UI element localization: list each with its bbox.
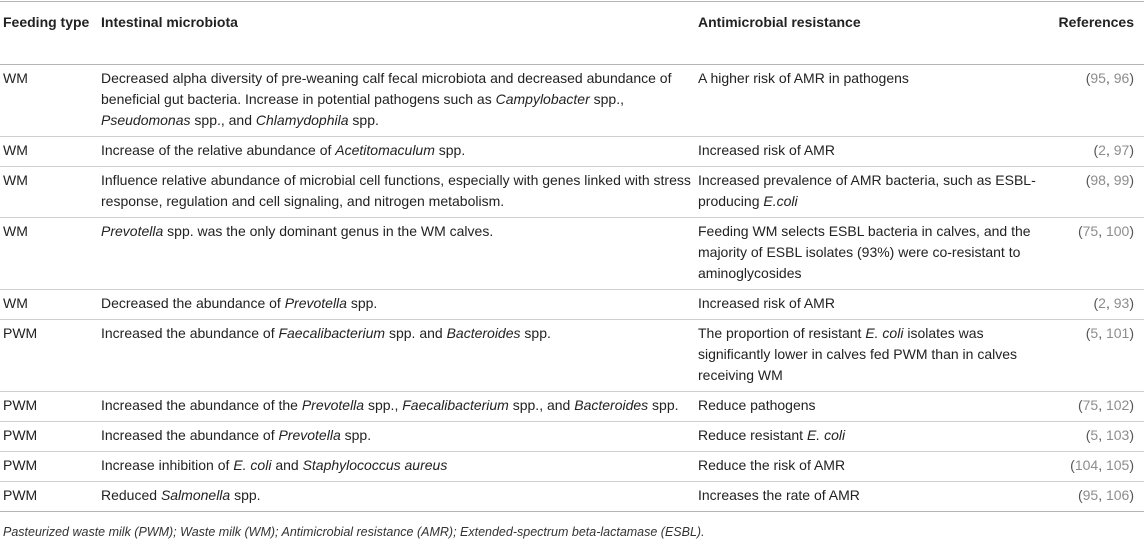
table-row <box>0 290 1144 320</box>
header-intestinal-microbiota: Intestinal microbiota <box>101 14 238 30</box>
microbiota-italic-term: Prevotella <box>278 427 341 443</box>
microbiota-text: spp., <box>364 397 403 413</box>
microbiota-italic-term: Campylobacter <box>495 91 590 107</box>
citation-link[interactable]: 99 <box>1113 172 1130 188</box>
table-row <box>0 452 1144 482</box>
citation-link[interactable]: 102 <box>1105 397 1130 413</box>
cell-intestinal-microbiota <box>101 65 698 137</box>
citation-link[interactable]: 75 <box>1082 397 1099 413</box>
cell-intestinal-microbiota <box>101 320 698 392</box>
cell-antimicrobial-resistance <box>698 452 1038 482</box>
microbiota-italic-term: Acetitomaculum <box>335 142 435 158</box>
cell-feeding-type: WM <box>3 295 28 311</box>
cell-intestinal-microbiota <box>101 452 698 482</box>
citation-link[interactable]: 96 <box>1113 70 1130 86</box>
table-row <box>0 218 1144 290</box>
citation-link[interactable]: 2 <box>1098 295 1106 311</box>
cell-antimicrobial-resistance <box>698 218 1038 290</box>
cell-references: (2, 97) <box>1093 142 1134 158</box>
cell-antimicrobial-resistance <box>698 422 1038 452</box>
microbiota-text: Decreased the abundance of <box>101 295 285 311</box>
citation-link[interactable]: 93 <box>1113 295 1130 311</box>
citation-link[interactable]: 105 <box>1105 457 1130 473</box>
microbiota-text: spp. was the only dominant genus in the WM calves. <box>163 223 494 239</box>
microbiota-text: Decreased alpha diversity of pre-weaning calf fecal microbiota and decreased abundance of beneficial gut bacteria. Increase in potential pathogens such as <box>101 70 672 107</box>
microbiota-text: spp. <box>520 325 551 341</box>
table-footnote: Pasteurized waste milk (PWM); Waste milk (WM); Antimicrobial resistance (AMR); Extended-spectrum beta-lactamase (ESBL). <box>3 525 705 539</box>
cell-antimicrobial-resistance <box>698 392 1038 422</box>
microbiota-italic-term: Prevotella <box>101 223 164 239</box>
microbiota-italic-term: E. coli <box>233 457 272 473</box>
table-header <box>0 2 1144 65</box>
microbiota-italic-term: Salmonella <box>160 487 231 503</box>
cell-references: (75, 102) <box>1077 397 1134 413</box>
microbiota-text: spp., <box>589 91 624 107</box>
microbiota-italic-term: Faecalibacterium <box>278 325 386 341</box>
citation-link[interactable]: 103 <box>1105 427 1130 443</box>
cell-intestinal-microbiota <box>101 290 698 320</box>
citation-link[interactable]: 5 <box>1090 325 1099 341</box>
citation-link[interactable]: 104 <box>1074 457 1099 473</box>
cell-intestinal-microbiota <box>101 218 698 290</box>
resistance-text: Increased risk of AMR <box>698 142 835 158</box>
resistance-italic-term: E.coli <box>763 193 798 209</box>
table-row <box>0 137 1144 167</box>
cell-antimicrobial-resistance <box>698 482 1038 512</box>
table-row <box>0 65 1144 137</box>
cell-references: (75, 100) <box>1077 223 1134 239</box>
table-row <box>0 320 1144 392</box>
resistance-text: Reduce pathogens <box>698 397 816 413</box>
microbiota-text: Increased the abundance of <box>101 427 279 443</box>
cell-intestinal-microbiota <box>101 167 698 218</box>
resistance-text: Reduce resistant <box>698 427 807 443</box>
cell-antimicrobial-resistance <box>698 65 1038 137</box>
microbiota-italic-term: Prevotella <box>284 295 347 311</box>
resistance-text: The proportion of resistant <box>698 325 866 341</box>
microbiota-text: spp. <box>348 112 379 128</box>
table-row <box>0 392 1144 422</box>
citation-link[interactable]: 2 <box>1098 142 1106 158</box>
microbiota-italic-term: Faecalibacterium <box>402 397 509 413</box>
microbiota-text: spp. <box>340 427 372 443</box>
table-row <box>0 422 1144 452</box>
microbiota-text: spp. <box>346 295 378 311</box>
cell-references: (5, 101) <box>1085 325 1134 341</box>
citation-link[interactable]: 106 <box>1105 487 1130 503</box>
feeding-type-table <box>0 1 1144 512</box>
microbiota-text: Increased the abundance of the <box>101 397 302 413</box>
cell-feeding-type: PWM <box>3 397 38 413</box>
citation-link[interactable]: 98 <box>1090 172 1106 188</box>
cell-references: (98, 99) <box>1085 172 1134 188</box>
cell-feeding-type: PWM <box>3 457 38 473</box>
table-body <box>0 65 1144 512</box>
microbiota-text: spp. <box>434 142 466 158</box>
table-row <box>0 482 1144 512</box>
cell-references: (95, 96) <box>1085 70 1134 86</box>
resistance-text: Increased prevalence of AMR bacteria, such as ESBL-producing <box>698 172 1036 209</box>
cell-feeding-type: WM <box>3 172 28 188</box>
cell-antimicrobial-resistance <box>698 290 1038 320</box>
resistance-text: Increases the rate of AMR <box>698 487 860 503</box>
citation-link[interactable]: 97 <box>1113 142 1130 158</box>
cell-references: (104, 105) <box>1070 457 1134 473</box>
microbiota-italic-term: Bacteroides <box>574 397 649 413</box>
microbiota-italic-term: Prevotella <box>301 397 365 413</box>
resistance-text: Feeding WM selects ESBL bacteria in calves, and the majority of ESBL isolates (93%) were co-resistant to aminoglycosides <box>698 223 1031 281</box>
cell-feeding-type: PWM <box>3 325 38 341</box>
microbiota-text: Increase inhibition of <box>101 457 234 473</box>
microbiota-text: spp., and <box>190 112 256 128</box>
header-row <box>0 2 1144 65</box>
cell-antimicrobial-resistance <box>698 320 1038 392</box>
header-feeding-type: Feeding type <box>3 14 90 30</box>
resistance-text: A higher risk of AMR in pathogens <box>698 70 909 86</box>
header-references: References <box>1058 14 1134 30</box>
cell-intestinal-microbiota <box>101 422 698 452</box>
microbiota-text: spp., and <box>508 397 575 413</box>
citation-link[interactable]: 101 <box>1105 325 1130 341</box>
cell-feeding-type: PWM <box>3 427 38 443</box>
cell-feeding-type: PWM <box>3 487 38 503</box>
table-row <box>0 167 1144 218</box>
microbiota-italic-term: Chlamydophila <box>255 112 349 128</box>
microbiota-text: and <box>271 457 303 473</box>
citation-link[interactable]: 95 <box>1090 70 1106 86</box>
header-antimicrobial-resistance: Antimicrobial resistance <box>698 14 861 30</box>
microbiota-text: Increased the abundance of <box>101 325 279 341</box>
cell-antimicrobial-resistance <box>698 167 1038 218</box>
cell-intestinal-microbiota <box>101 392 698 422</box>
microbiota-text: Reduced <box>101 487 161 503</box>
citation-link[interactable]: 100 <box>1105 223 1130 239</box>
microbiota-text: spp. <box>648 397 679 413</box>
cell-intestinal-microbiota <box>101 137 698 167</box>
resistance-italic-term: E. coli <box>865 325 904 341</box>
citation-link[interactable]: 75 <box>1082 223 1099 239</box>
microbiota-text: spp. <box>230 487 261 503</box>
resistance-italic-term: E. coli <box>806 427 846 443</box>
cell-feeding-type: WM <box>3 70 28 86</box>
resistance-text: Reduce the risk of AMR <box>698 457 846 473</box>
microbiota-italic-term: Pseudomonas <box>101 112 191 128</box>
microbiota-italic-term: Bacteroides <box>446 325 521 341</box>
microbiota-text: Influence relative abundance of microbial cell functions, especially with genes linked with stress response, regulation and cell signaling, and nitrogen metabolism. <box>101 172 691 209</box>
microbiota-text: spp. and <box>385 325 447 341</box>
microbiota-text: Increase of the relative abundance of <box>101 142 336 158</box>
citation-link[interactable]: 5 <box>1090 427 1099 443</box>
cell-intestinal-microbiota <box>101 482 698 512</box>
citation-link[interactable]: 95 <box>1082 487 1099 503</box>
resistance-text: Increased risk of AMR <box>698 295 835 311</box>
cell-references: (95, 106) <box>1077 487 1134 503</box>
cell-references: (5, 103) <box>1085 427 1134 443</box>
cell-feeding-type: WM <box>3 223 28 239</box>
cell-feeding-type: WM <box>3 142 28 158</box>
resistance-text: isolates was significantly lower in calves fed PWM than in calves receiving WM <box>698 325 1018 383</box>
cell-antimicrobial-resistance <box>698 137 1038 167</box>
cell-references: (2, 93) <box>1093 295 1134 311</box>
microbiota-italic-term: Staphylococcus aureus <box>302 457 448 473</box>
